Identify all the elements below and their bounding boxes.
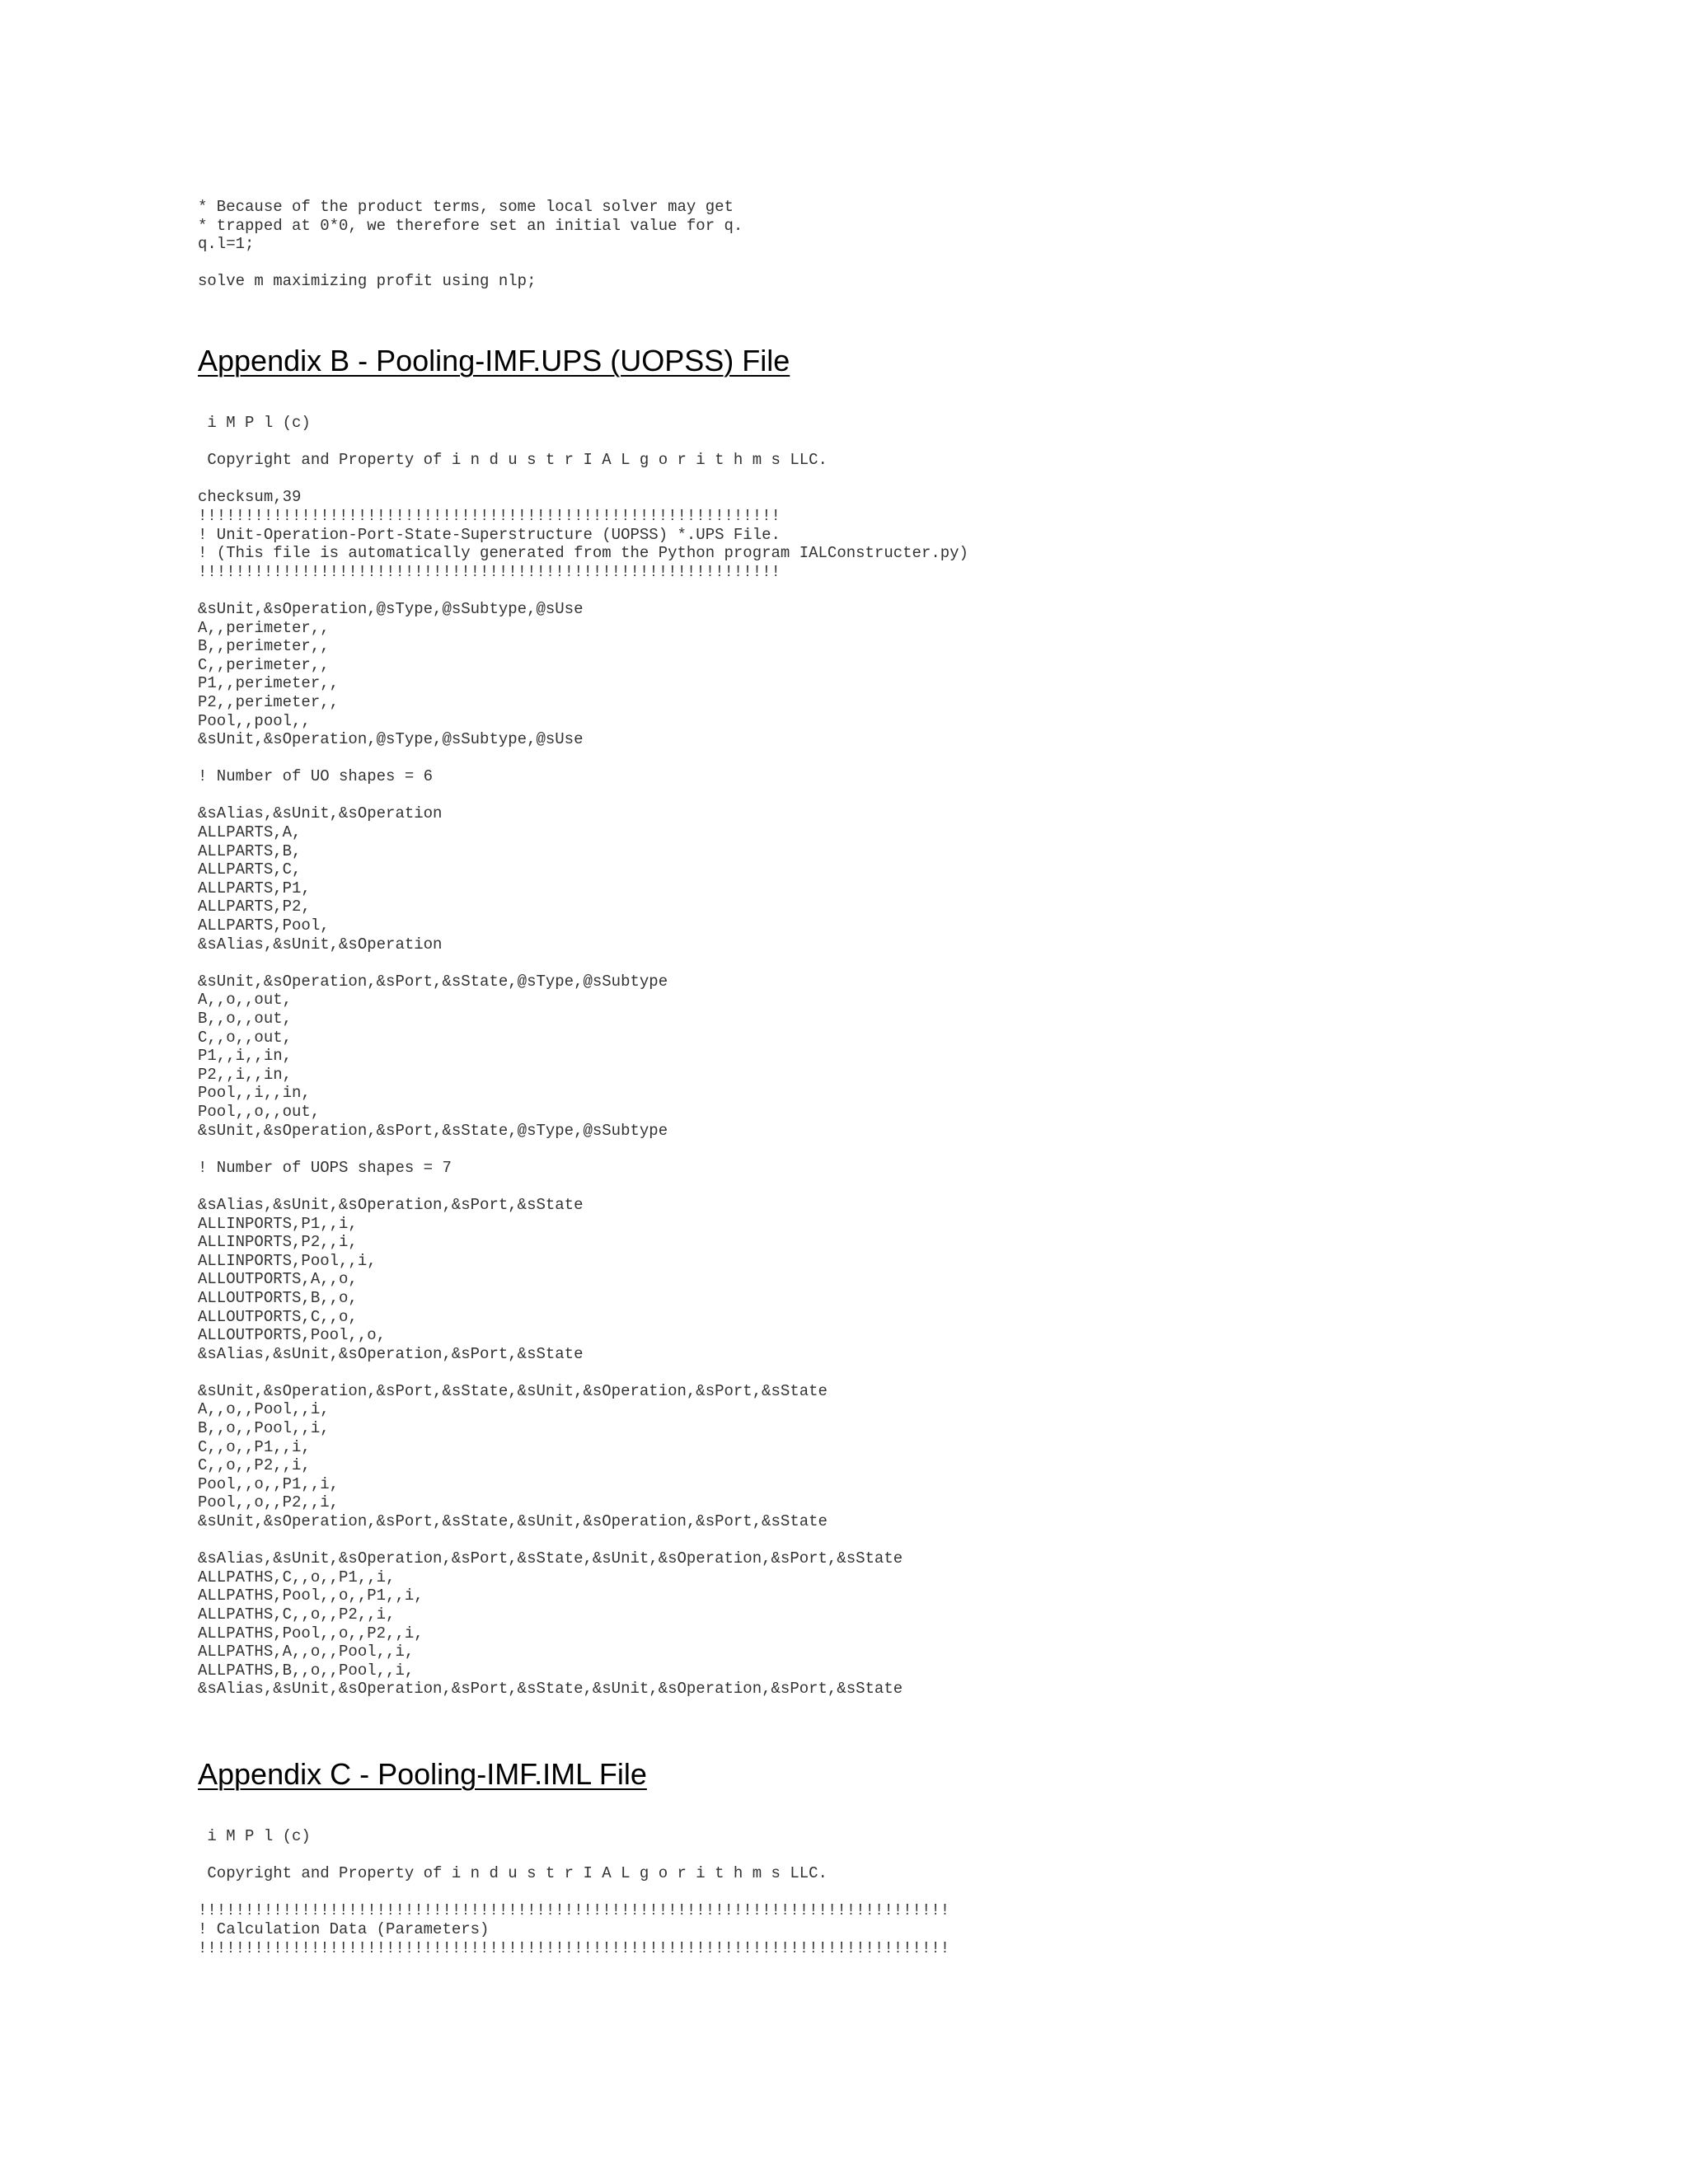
iml-file-listing: i M P l (c) Copyright and Property of i n d u s t r I A L g o r i t h m s LLC. !!!!!!!!!!!!!!!!!!!!!!!!!!!!!!!!!!!!!!!!!!!!!!!!!!!!!!!!!!!!!!!!!!!!!!!!!!!!!!!! ! Calculation Data (Parameters) !!!!!!!!!!!!!!!!!!!!!!!!!!!!!!!!!!!!!!!!!!!!!!!!!!!!!!!!!!!!!!!!!!!!!!!!!!!!!!!! [198, 1827, 950, 1957]
appendix-c-heading: Appendix C - Pooling-IMF.IML File [198, 1757, 647, 1791]
gams-code-block: * Because of the product terms, some local solver may get * trapped at 0*0, we therefore set an initial value for q. q.l=1; solve m maximizing profit using nlp; [198, 198, 743, 291]
appendix-b-heading: Appendix B - Pooling-IMF.UPS (UOPSS) File [198, 344, 790, 377]
ups-file-listing: i M P l (c) Copyright and Property of i n d u s t r I A L g o r i t h m s LLC. checksum,39 !!!!!!!!!!!!!!!!!!!!!!!!!!!!!!!!!!!!!!!!!!!!!!!!!!!!!!!!!!!!!! ! Unit-Operation-Port-State-Superstructure (UOPSS) *.UPS File. ! (This file is automatically generated from the Python program IALConstructer.py) !!!!!!!!!!!!!!!!!!!!!!!!!!!!!!!!!!!!!!!!!!!!!!!!!!!!!!!!!!!!!! &sUnit,&sOperation,@sType,@sSubtype,@sUse A,,perimeter,, B,,perimeter,, C,,perimeter,, P1,,perimeter,, P2,,perimeter,, Pool,,pool,, &sUnit,&sOperation,@sType,@sSubtype,@sUse ! Number of UO shapes = 6 &sAlias,&sUnit,&sOperation ALLPARTS,A, ALLPARTS,B, ALLPARTS,C, ALLPARTS,P1, ALLPARTS,P2, ALLPARTS,Pool, &sAlias,&sUnit,&sOperation &sUnit,&sOperation,&sPort,&sState,@sType,@sSubtype A,,o,,out, B,,o,,out, C,,o,,out, P1,,i,,in, P2,,i,,in, Pool,,i,,in, Pool,,o,,out, &sUnit,&sOperation,&sPort,&sState,@sType,@sSubtype ! Number of UOPS shapes = 7 &sAlias,&sUnit,&sOperation,&sPort,&sState ALLINPORTS,P1,,i, ALLINPORTS,P2,,i, ALLINPORTS,Pool,,i, ALLOUTPORTS,A,,o, ALLOUTPORTS,B,,o, ALLOUTPORTS,C,,o, ALLOUTPORTS,Pool,,o, &sAlias,&sUnit,&sOperation,&sPort,&sState &sUnit,&sOperation,&sPort,&sState,&sUnit,&sOperation,&sPort,&sState A,,o,,Pool,,i, B,,o,,Pool,,i, C,,o,,P1,,i, C,,o,,P2,,i, Pool,,o,,P1,,i, Pool,,o,,P2,,i, &sUnit,&sOperation,&sPort,&sState,&sUnit,&sOperation,&sPort,&sState &sAlias,&sUnit,&sOperation,&sPort,&sState,&sUnit,&sOperation,&sPort,&sState ALLPATHS,C,,o,,P1,,i, ALLPATHS,Pool,,o,,P1,,i, ALLPATHS,C,,o,,P2,,i, ALLPATHS,Pool,,o,,P2,,i, ALLPATHS,A,,o,,Pool,,i, ALLPATHS,B,,o,,Pool,,i, &sAlias,&sUnit,&sOperation,&sPort,&sState,&sUnit,&sOperation,&sPort,&sState [198, 414, 968, 1699]
